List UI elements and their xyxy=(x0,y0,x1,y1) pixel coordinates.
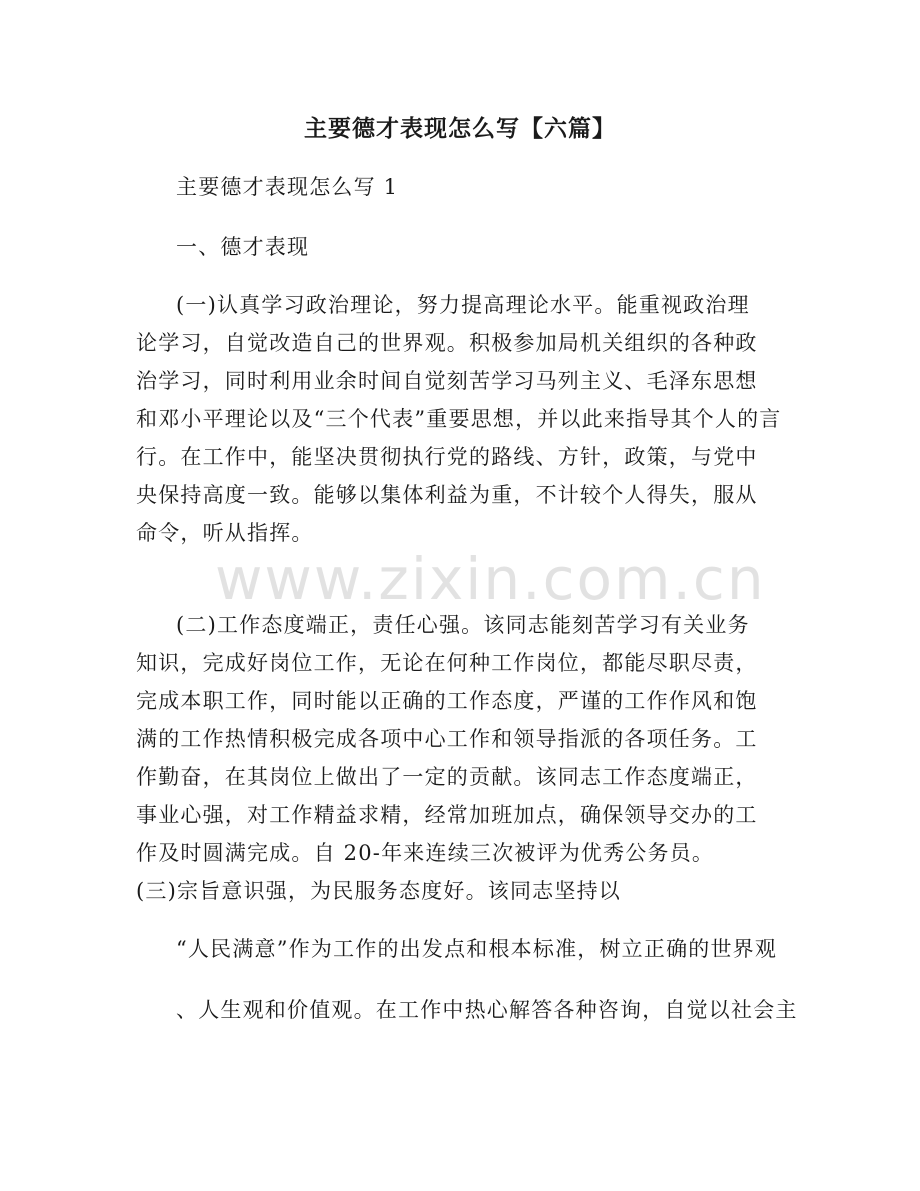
paragraph-line: 央保持高度一致。能够以集体利益为重，不计较个人得失，服从 xyxy=(136,483,758,507)
paragraph-line: 满的工作热情积极完成各项中心工作和领导指派的各项任务。工 xyxy=(136,727,758,751)
paragraph-line: “人民满意”作为工作的出发点和根本标准，树立正确的世界观 xyxy=(176,937,778,961)
watermark-text: www.zixin.com.cn xyxy=(215,545,766,613)
paragraph-line: (二)工作态度端正，责任心强。该同志能刻苦学习有关业务 xyxy=(176,613,750,637)
paragraph-line: 命令，听从指挥。 xyxy=(136,521,314,545)
paragraph-line: 完成本职工作，同时能以正确的工作态度，严谨的工作作风和饱 xyxy=(136,689,758,713)
paragraph-line: 事业心强，对工作精益求精，经常加班加点，确保领导交办的工 xyxy=(136,803,758,827)
subsection-heading: 一、德才表现 xyxy=(176,235,310,259)
paragraph-line: 治学习，同时利用业余时间自觉刻苦学习马列主义、毛泽东思想 xyxy=(136,369,758,393)
section-heading: 主要德才表现怎么写 1 xyxy=(176,175,399,199)
paragraph-line: 、人生观和价值观。在工作中热心解答各种咨询，自觉以社会主 xyxy=(176,998,798,1022)
paragraph-line: 作勤奋，在其岗位上做出了一定的贡献。该同志工作态度端正， xyxy=(136,765,758,789)
paragraph-line: (三)宗旨意识强，为民服务态度好。该同志坚持以 xyxy=(136,879,621,903)
paragraph-line: 作及时圆满完成。自 20-年来连续三次被评为优秀公务员。 xyxy=(136,841,715,865)
paragraph-line: 行。在工作中，能坚决贯彻执行党的路线、方针，政策，与党中 xyxy=(136,445,758,469)
paragraph-line: 论学习，自觉改造自己的世界观。积极参加局机关组织的各种政 xyxy=(136,331,758,355)
document-title: 主要德才表现怎么写【六篇】 xyxy=(304,115,616,142)
paragraph-line: 知识，完成好岗位工作，无论在何种工作岗位，都能尽职尽责， xyxy=(136,651,758,675)
paragraph-line: 和邓小平理论以及“三个代表”重要思想，并以此来指导其个人的言 xyxy=(136,407,782,431)
paragraph-line: (一)认真学习政治理论，努力提高理论水平。能重视政治理 xyxy=(176,293,750,317)
